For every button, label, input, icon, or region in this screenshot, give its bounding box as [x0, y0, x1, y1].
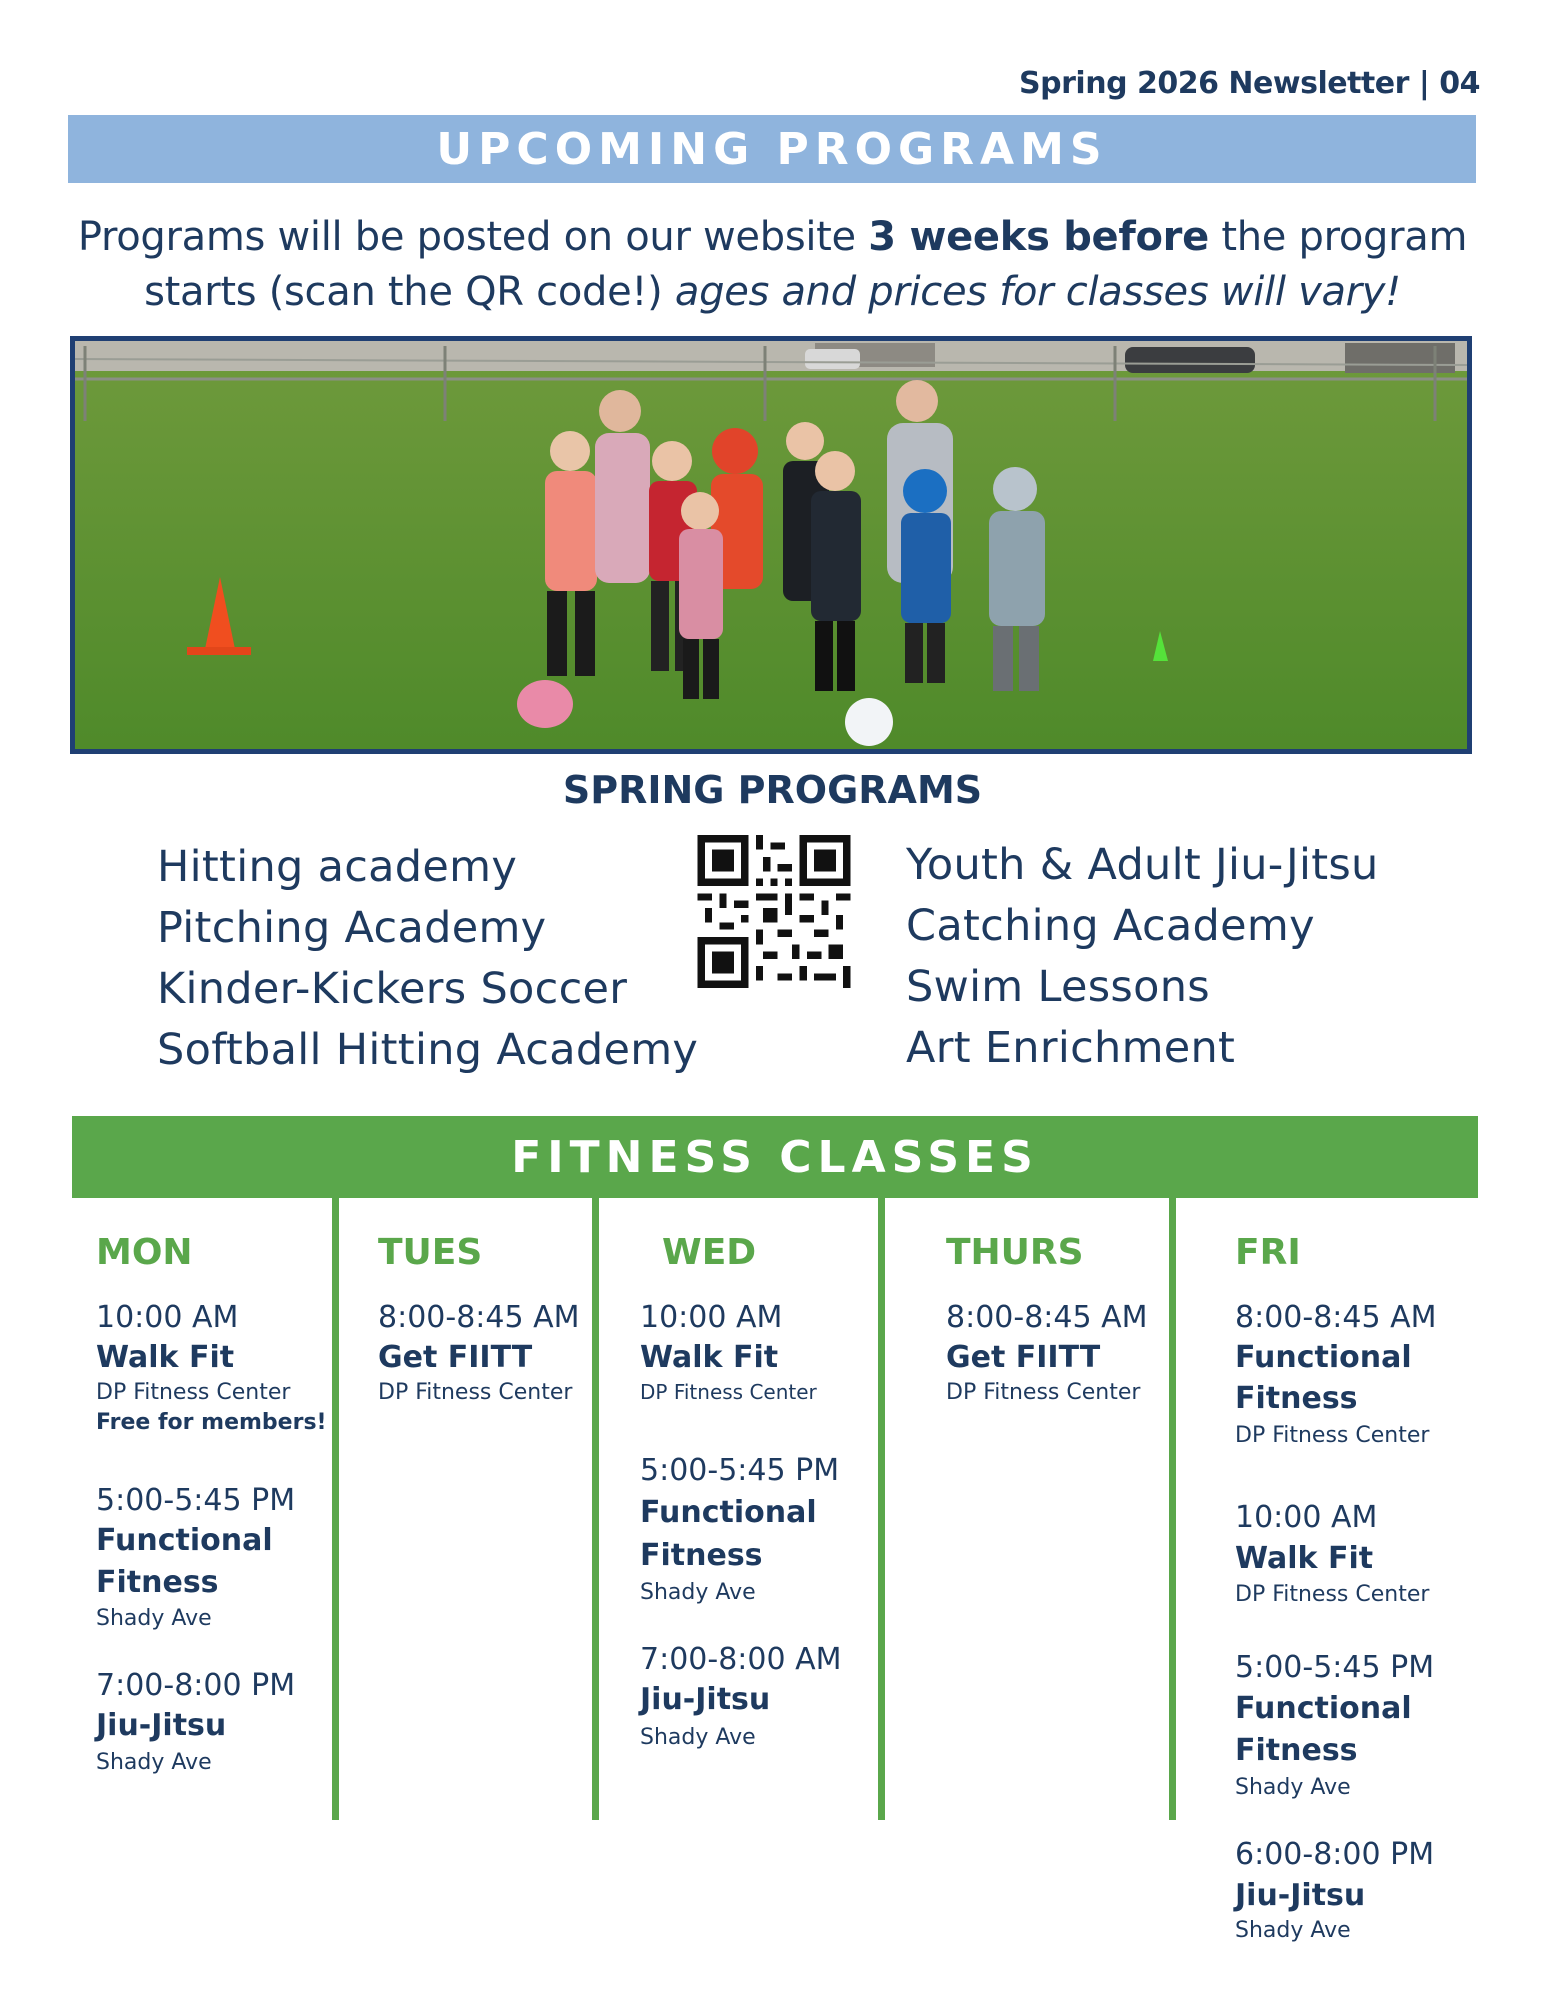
- day-fri: FRI: [1235, 1232, 1301, 1273]
- spring-programs-right-list: [906, 835, 1379, 1079]
- fitness-classes-banner: [72, 1116, 1478, 1198]
- column-divider: [878, 1198, 885, 1820]
- class-time: 10:00 AM: [96, 1300, 239, 1335]
- class-location: DP Fitness Center: [946, 1380, 1141, 1405]
- kids-group-photo: [70, 336, 1472, 754]
- class-time: 7:00-8:00 PM: [96, 1668, 296, 1703]
- intro-italic: ages and prices for classes will vary!: [674, 269, 1401, 315]
- class-note: Free for members!: [96, 1410, 327, 1435]
- newsletter-issue-label: Spring 2026 Newsletter | 04: [1019, 66, 1480, 101]
- class-time: 10:00 AM: [640, 1300, 783, 1335]
- class-name: Get FIITT: [946, 1340, 1101, 1375]
- class-location: DP Fitness Center: [378, 1380, 573, 1405]
- class-location: Shady Ave: [1235, 1775, 1351, 1800]
- program-item: Swim Lessons: [906, 962, 1210, 1012]
- class-time: 6:00-8:00 PM: [1235, 1837, 1435, 1872]
- class-time: 5:00-5:45 PM: [640, 1453, 840, 1488]
- program-item: Art Enrichment: [906, 1023, 1236, 1073]
- class-time: 10:00 AM: [1235, 1500, 1378, 1535]
- upcoming-intro-text: [60, 210, 1485, 320]
- class-location: Shady Ave: [96, 1606, 212, 1631]
- intro-bold: 3 weeks before: [868, 214, 1209, 260]
- qr-code[interactable]: [697, 835, 851, 988]
- class-name: Functional: [1235, 1691, 1412, 1726]
- class-name: Walk Fit: [640, 1340, 779, 1375]
- class-name: Fitness: [640, 1538, 763, 1573]
- upcoming-programs-title: UPCOMING PROGRAMS: [436, 123, 1108, 175]
- class-location: Shady Ave: [640, 1580, 756, 1605]
- class-time: 8:00-8:45 AM: [378, 1300, 580, 1335]
- program-item: Softball Hitting Academy: [157, 1025, 699, 1075]
- day-tues: TUES: [378, 1232, 483, 1273]
- class-name: Fitness: [1235, 1381, 1358, 1416]
- class-name: Jiu-Jitsu: [1235, 1878, 1366, 1913]
- program-item: Hitting academy: [157, 842, 518, 892]
- class-name: Jiu-Jitsu: [640, 1682, 771, 1717]
- day-wed: WED: [662, 1232, 757, 1273]
- program-item: Kinder-Kickers Soccer: [157, 964, 628, 1014]
- program-item: Youth & Adult Jiu-Jitsu: [906, 840, 1379, 890]
- class-name: Jiu-Jitsu: [96, 1708, 227, 1743]
- spring-programs-left-list: [157, 837, 698, 1081]
- column-divider: [1169, 1198, 1176, 1820]
- class-location: DP Fitness Center: [1235, 1582, 1430, 1607]
- column-divider: [332, 1198, 339, 1820]
- upcoming-programs-banner: [68, 115, 1476, 183]
- program-item: Catching Academy: [906, 901, 1315, 951]
- class-time: 7:00-8:00 AM: [640, 1642, 842, 1677]
- class-location: Shady Ave: [96, 1750, 212, 1775]
- class-time: 8:00-8:45 AM: [946, 1300, 1148, 1335]
- class-name: Walk Fit: [96, 1340, 235, 1375]
- class-location: DP Fitness Center: [640, 1380, 817, 1404]
- class-name: Fitness: [96, 1565, 219, 1600]
- day-thurs: THURS: [946, 1232, 1084, 1273]
- class-time: 5:00-5:45 PM: [96, 1483, 296, 1518]
- class-time: 8:00-8:45 AM: [1235, 1300, 1437, 1335]
- class-location: DP Fitness Center: [96, 1380, 291, 1405]
- class-name: Walk Fit: [1235, 1541, 1374, 1576]
- class-location: Shady Ave: [1235, 1918, 1351, 1943]
- class-name: Fitness: [1235, 1733, 1358, 1768]
- class-name: Functional: [96, 1523, 273, 1558]
- class-location: Shady Ave: [640, 1725, 756, 1750]
- class-name: Functional: [1235, 1340, 1412, 1375]
- intro-part-2: the program starts (scan the QR code!): [144, 214, 1468, 315]
- program-item: Pitching Academy: [157, 903, 547, 953]
- intro-part-1: Programs will be posted on our website: [77, 214, 869, 260]
- day-mon: MON: [96, 1232, 193, 1273]
- class-location: DP Fitness Center: [1235, 1423, 1430, 1448]
- fitness-classes-title: FITNESS CLASSES: [511, 1131, 1039, 1183]
- class-name: Functional: [640, 1495, 817, 1530]
- column-divider: [592, 1198, 599, 1820]
- class-time: 5:00-5:45 PM: [1235, 1650, 1435, 1685]
- class-name: Get FIITT: [378, 1340, 533, 1375]
- spring-programs-title: SPRING PROGRAMS: [562, 768, 983, 812]
